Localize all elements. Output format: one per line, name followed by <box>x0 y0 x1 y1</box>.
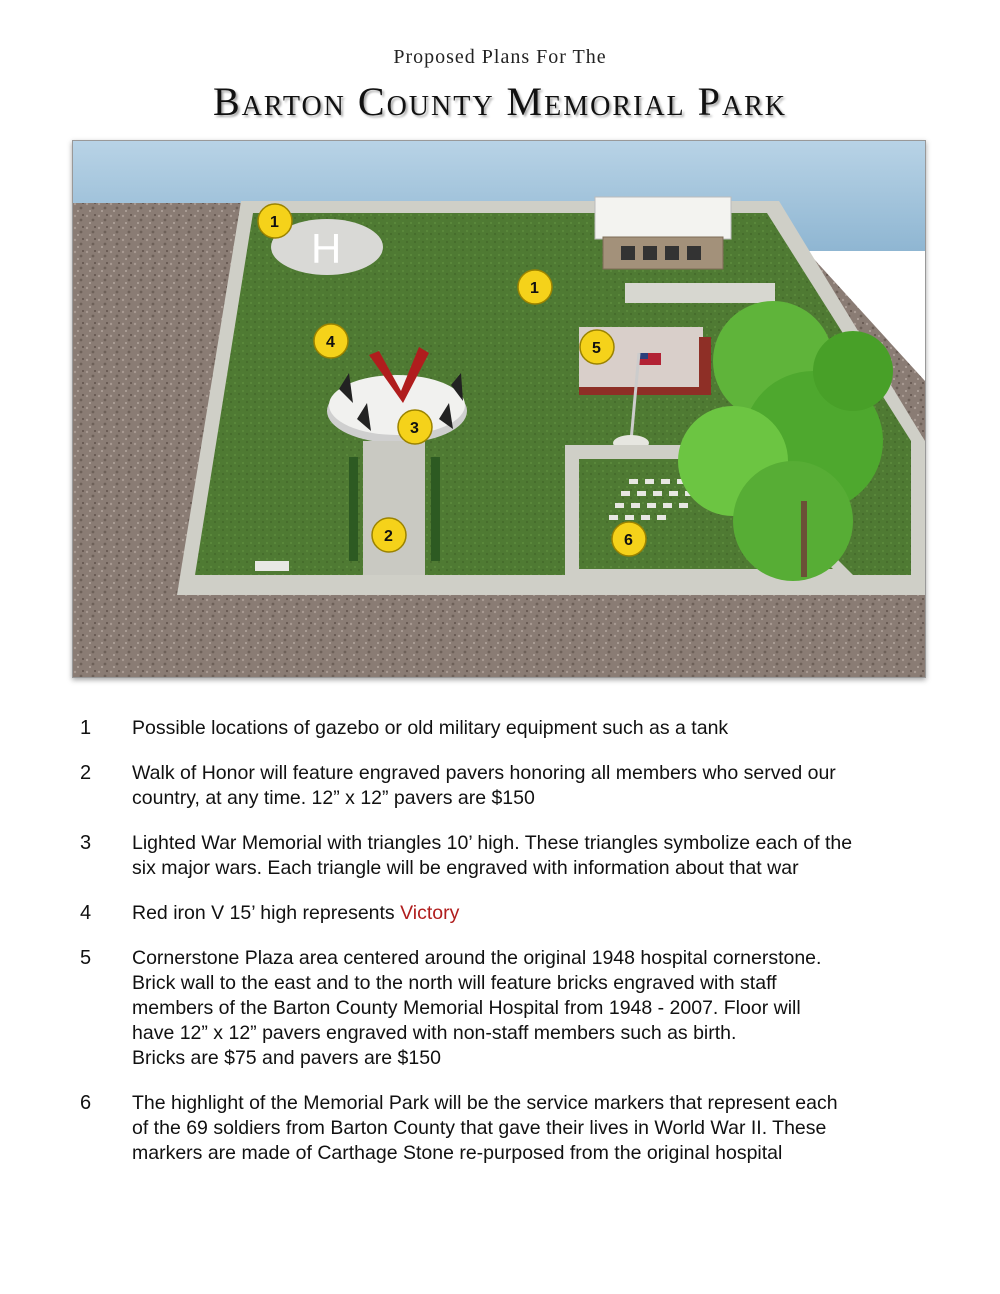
legend-item <box>80 831 940 881</box>
park-plan-svg <box>73 141 925 677</box>
victory-highlight: Victory <box>400 902 460 924</box>
brick-wall <box>579 387 711 395</box>
map-marker-2 <box>372 518 406 552</box>
svg-text:6: 6 <box>624 532 633 549</box>
legend-description: The highlight of the Memorial Park will be the service markers that represent each of the 69 soldiers from Barton County that gave their lives in World War II. These markers are made of Carthage Stone re-purposed from the original hospital <box>132 1092 838 1164</box>
hedge <box>431 457 440 561</box>
legend-number: 2 <box>80 762 92 784</box>
building-roof <box>595 197 731 239</box>
map-marker-1b <box>518 270 552 304</box>
legend-description: Possible locations of gazebo or old military equipment such as a tank <box>132 717 729 739</box>
building-window <box>621 246 635 260</box>
legend-description: Red iron V 15’ high represents Victory <box>132 902 460 924</box>
svg-text:1: 1 <box>530 280 539 297</box>
walkway <box>625 283 775 303</box>
brick-wall <box>699 337 711 389</box>
svg-text:4: 4 <box>326 334 335 351</box>
building-window <box>643 246 657 260</box>
legend-number: 3 <box>80 832 92 854</box>
walk-of-honor <box>363 441 425 575</box>
legend-list <box>80 716 940 1186</box>
legend-number: 6 <box>80 1092 92 1114</box>
park-plan-illustration <box>72 140 926 678</box>
map-marker-5 <box>580 330 614 364</box>
legend-item <box>80 901 940 926</box>
map-marker-3 <box>398 410 432 444</box>
legend-description: Walk of Honor will feature engraved pavers honoring all members who served our country, at any time. 12” x 12” pavers are $150 <box>132 762 836 809</box>
legend-description: Cornerstone Plaza area centered around the original 1948 hospital cornerstone. Brick wall to the east and to the north will feature bricks engraved with staff members of the Barton County Memorial Hospital from 1948 - 2007. Floor will have 12” x 12” pavers engraved with non-staff members such as birth. Bricks are $75 and pavers are $150 <box>132 947 822 1069</box>
legend-item <box>80 1091 940 1166</box>
map-marker-4 <box>314 324 348 358</box>
map-marker-6 <box>612 522 646 556</box>
building-window <box>687 246 701 260</box>
legend-number: 1 <box>80 717 92 739</box>
map-marker-1a <box>258 204 292 238</box>
svg-text:1: 1 <box>270 214 279 231</box>
svg-text:3: 3 <box>410 420 419 437</box>
page-subtitle: Proposed Plans For The <box>393 46 607 68</box>
legend-description: Lighted War Memorial with triangles 10’ high. These triangles symbolize each of the six major wars. Each triangle will be engraved with information about that war <box>132 832 853 879</box>
legend-item <box>80 761 940 811</box>
helipad-letter: H <box>311 225 342 272</box>
legend-item <box>80 946 940 1071</box>
svg-text:2: 2 <box>384 528 393 545</box>
building-window <box>665 246 679 260</box>
legend-item <box>80 716 940 741</box>
legend-number: 4 <box>80 902 92 924</box>
bench <box>255 561 289 571</box>
page-title: Barton County Memorial Park <box>212 79 788 124</box>
hedge <box>349 457 358 561</box>
svg-text:5: 5 <box>592 340 601 357</box>
legend-number: 5 <box>80 947 92 969</box>
